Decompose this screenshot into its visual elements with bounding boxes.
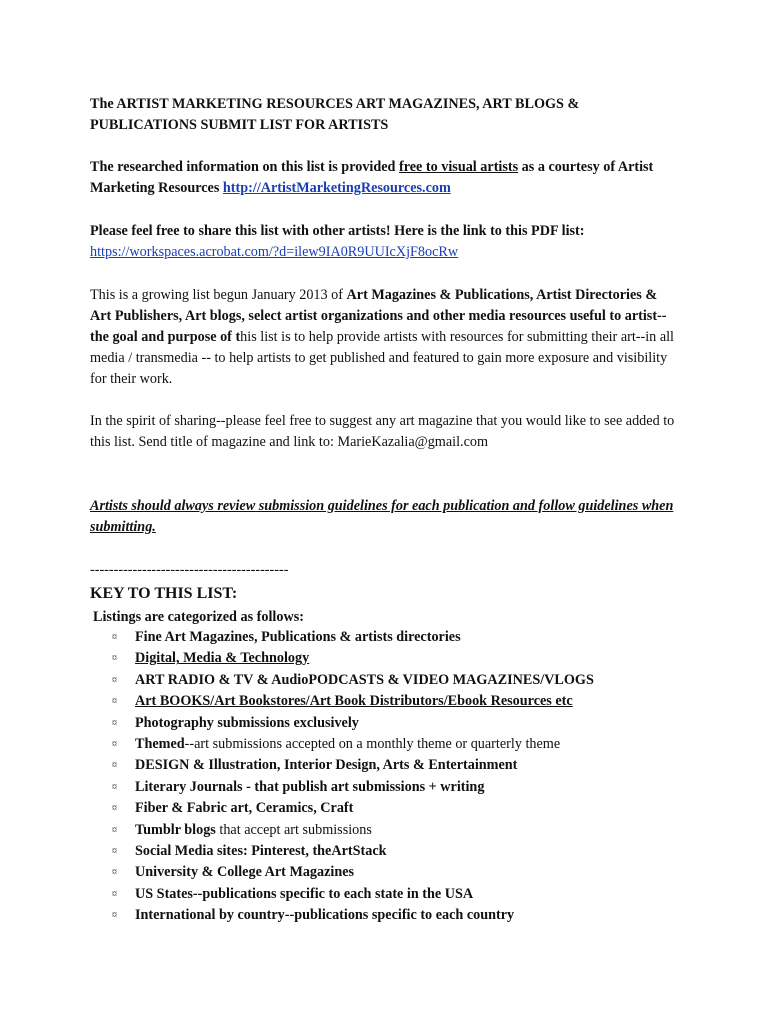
bullet-icon: ¤ (112, 845, 117, 857)
key-list-container (90, 627, 690, 926)
list-item-bold: DESIGN & Illustration, Interior Design, Arts & Entertainment (135, 757, 518, 774)
list-item-text: --art submissions accepted on a monthly theme or quarterly theme (184, 735, 561, 752)
list-item (90, 627, 690, 648)
list-item-bold: ART RADIO & TV & AudioPODCASTS & VIDEO MAGAZINES/VLOGS (135, 671, 594, 688)
list-item-bold: Digital, Media & Technology (135, 650, 310, 667)
list-item (90, 862, 690, 883)
list-item-bold: Tumblr blogs (135, 821, 216, 838)
bullet-icon: ¤ (112, 738, 117, 750)
list-item (90, 905, 690, 926)
intro-text-a: The researched information on this list is provided (90, 159, 399, 175)
bullet-icon: ¤ (112, 653, 117, 665)
intro-free-text: free to visual artists (399, 159, 519, 175)
key-section-title (90, 583, 690, 605)
pdf-list-link[interactable]: https://workspaces.acrobat.com/?d=ilew9IA0R9UUIcXjF8ocRw (90, 244, 459, 260)
artist-marketing-link[interactable]: http://ArtistMarketingResources.com (222, 180, 451, 196)
list-item (90, 648, 690, 669)
intro-text-c: as a courtesy of Artist Marketing Resources (90, 159, 654, 196)
bullet-icon: ¤ (112, 824, 117, 836)
list-item (90, 820, 690, 841)
list-item-bold: Themed (135, 735, 185, 752)
divider-line: ------------------------------------------ (90, 562, 289, 578)
bullet-icon: ¤ (112, 632, 117, 643)
list-item-bold: International by country--publications specific to each country (135, 907, 515, 924)
bullet-icon: ¤ (112, 803, 117, 815)
title-line-2: PUBLICATIONS SUBMIT LIST FOR ARTISTS (90, 117, 389, 133)
list-item (90, 713, 690, 734)
bullet-icon: ¤ (112, 717, 117, 729)
bullet-icon: ¤ (112, 867, 117, 879)
intro-paragraph (90, 157, 685, 199)
suggest-text: In the spirit of sharing--please feel free to suggest any art magazine that you would like to see added to this list. Send title of magazine and link to: MarieKazalia@gmail.com (90, 413, 675, 450)
key-subtitle-text: Listings are categorized as follows: (93, 609, 304, 625)
list-item (90, 777, 690, 798)
growing-text-a: This is a growing list begun January 2013 of (90, 287, 347, 303)
list-item-bold: Social Media sites: Pinterest, theArtStack (135, 842, 387, 859)
list-item (90, 691, 690, 712)
key-title: KEY TO THIS LIST: (90, 585, 238, 602)
list-item-bold: Fine Art Magazines, Publications & artists directories (135, 629, 461, 645)
list-item-bold: Fiber & Fabric art, Ceramics, Craft (135, 800, 354, 817)
share-paragraph (90, 221, 730, 263)
list-item (90, 755, 690, 776)
list-item-bold: Literary Journals - that publish art submissions + writing (135, 778, 485, 795)
guidelines-text: Artists should always review submission guidelines for each publication and follow guidelines when submitting. (90, 498, 674, 535)
list-item (90, 734, 690, 755)
title-line-1: The ARTIST MARKETING RESOURCES ART MAGAZINES, ART BLOGS & (90, 96, 580, 112)
bullet-icon: ¤ (112, 781, 117, 793)
growing-text-b: Art Magazines & Publications, Artist Directories & Art Publishers, Art blogs, select artist organizations and other media resources useful to artist--the goal and purpose of t (90, 287, 667, 345)
key-subtitle (93, 607, 693, 628)
bullet-icon: ¤ (112, 760, 117, 772)
list-item (90, 670, 690, 691)
list-item (90, 841, 690, 862)
key-list (90, 627, 690, 926)
growing-text-c: his list is to help provide artists with resources for submitting their art--in all media / transmedia -- to help artists to get published and featured to gain more exposure and visibility for their work. (90, 329, 674, 387)
list-item (90, 884, 690, 905)
bullet-icon: ¤ (112, 674, 117, 686)
list-item (90, 798, 690, 819)
list-item-bold: Photography submissions exclusively (135, 714, 359, 731)
share-text: Please feel free to share this list with other artists! Here is the link to this PDF list: (90, 223, 585, 239)
suggest-paragraph (90, 411, 685, 453)
list-item-bold: US States--publications specific to each state in the USA (135, 885, 474, 902)
list-item-bold: University & College Art Magazines (135, 864, 355, 881)
guidelines-note (90, 496, 685, 538)
bullet-icon: ¤ (112, 910, 117, 922)
list-item-text: that accept art submissions (215, 821, 372, 838)
document-title (90, 94, 690, 136)
list-item-bold: Art BOOKS/Art Bookstores/Art Book Distributors/Ebook Resources etc (135, 693, 573, 710)
growing-list-paragraph (90, 285, 680, 390)
bullet-icon: ¤ (112, 696, 117, 708)
bullet-icon: ¤ (112, 888, 117, 900)
